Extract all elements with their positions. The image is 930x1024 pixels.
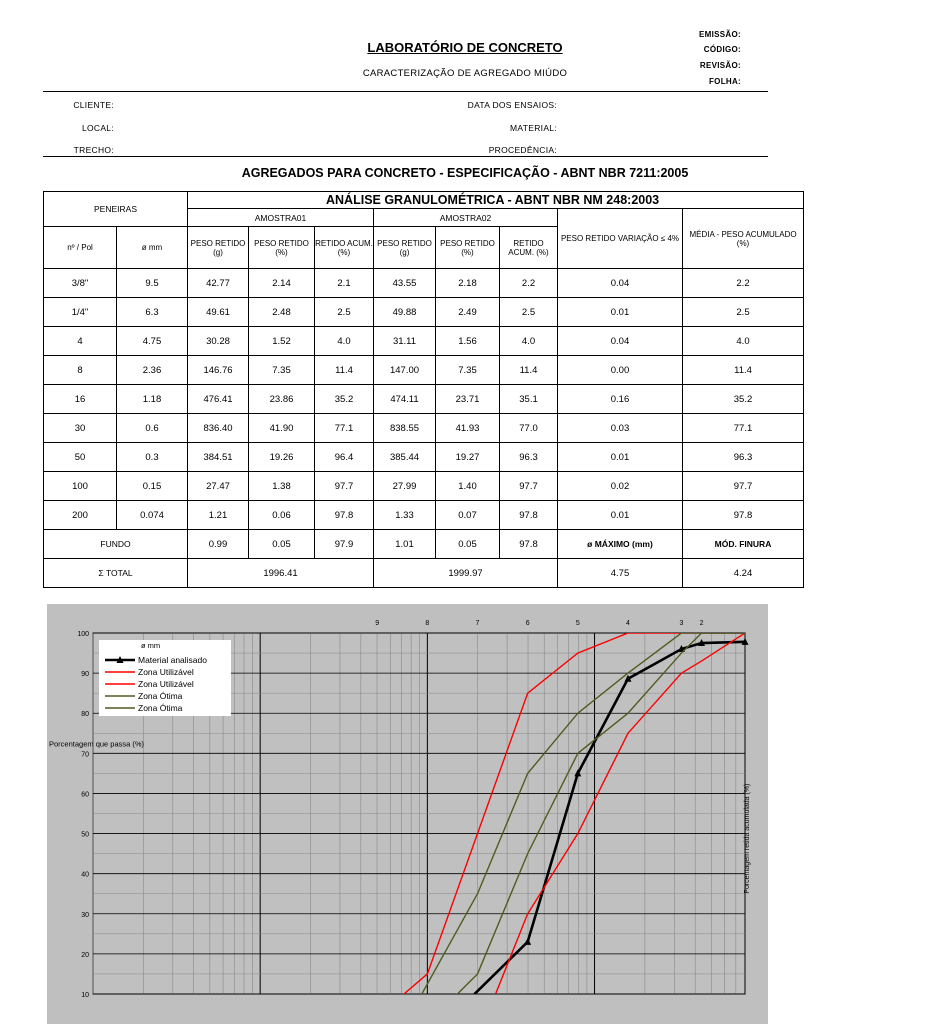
cell-r2: 19.27: [436, 443, 500, 472]
meta-revisao: REVISÃO:: [699, 61, 741, 70]
cell-a2: 11.4: [500, 356, 558, 385]
cell-p1: 1.21: [188, 501, 249, 530]
field-trecho: TRECHO:: [73, 145, 114, 155]
cell-p1: 476.41: [188, 385, 249, 414]
legend-label: Zona Utilizável: [138, 667, 194, 677]
table-row: [44, 472, 804, 501]
legend-label: Zona Ótima: [138, 691, 183, 701]
cell-mm: 0.3: [117, 443, 188, 472]
cell-r1: 23.86: [249, 385, 315, 414]
cell-p2: 49.88: [374, 298, 436, 327]
cell-r2: 7.35: [436, 356, 500, 385]
table-row: [44, 443, 804, 472]
cell-p1: 384.51: [188, 443, 249, 472]
cell-m: 96.3: [683, 443, 804, 472]
cell-p2: 385.44: [374, 443, 436, 472]
top-tick-label: 7: [475, 620, 480, 627]
header-variacao: PESO RETIDO VARIAÇÃO ≤ 4%: [558, 209, 683, 269]
cell-p2: 43.55: [374, 269, 436, 298]
cell-r1: 7.35: [249, 356, 315, 385]
fineness-value: 4.24: [683, 559, 804, 588]
header-acum1: RETIDO ACUM. (%): [315, 227, 374, 269]
field-local: LOCAL:: [81, 123, 114, 133]
cell-a1: 97.8: [315, 501, 374, 530]
y-tick-label: 60: [81, 791, 89, 799]
cell-v: 0.04: [558, 269, 683, 298]
cell-m: 97.8: [683, 501, 804, 530]
cell-m: 4.0: [683, 327, 804, 356]
cell-a2: 2.2: [500, 269, 558, 298]
table-row: [44, 385, 804, 414]
cell-r2: 23.71: [436, 385, 500, 414]
table-row: [44, 414, 804, 443]
header-mm: ø mm: [117, 227, 188, 269]
cell-r1: 1.52: [249, 327, 315, 356]
cell-m: 2.5: [683, 298, 804, 327]
table-row: [44, 327, 804, 356]
cell-p2: 474.11: [374, 385, 436, 414]
granulometry-table: [43, 191, 804, 588]
header-peneiras: PENEIRAS: [44, 192, 188, 227]
cell-r1: 2.14: [249, 269, 315, 298]
field-data: DATA DOS ENSAIOS:: [467, 100, 557, 110]
cell-a2: 2.5: [500, 298, 558, 327]
header-media: MÉDIA - PESO ACUMULADO (%): [683, 209, 804, 269]
cell-a2: 96.3: [500, 443, 558, 472]
cell-m: 77.1: [683, 414, 804, 443]
fineness-label: MÓD. FINURA: [683, 530, 804, 559]
max-diameter-value: 4.75: [558, 559, 683, 588]
fundo-p2: 1.01: [374, 530, 436, 559]
y-tick-label: 30: [81, 911, 89, 919]
header-acum2: RETIDO ACUM. (%): [500, 227, 558, 269]
y-tick-label: 70: [81, 751, 89, 759]
header-analysis: ANÁLISE GRANULOMÉTRICA - ABNT NBR NM 248:2003: [188, 192, 804, 209]
header-amostra1: AMOSTRA01: [188, 209, 374, 227]
cell-p1: 836.40: [188, 414, 249, 443]
fundo-r2: 0.05: [436, 530, 500, 559]
cell-a1: 97.7: [315, 472, 374, 501]
y-tick-label: 10: [81, 992, 89, 999]
cell-r2: 41.93: [436, 414, 500, 443]
cell-n: 100: [44, 472, 117, 501]
cell-r1: 19.26: [249, 443, 315, 472]
cell-mm: 4.75: [117, 327, 188, 356]
cell-n: 1/4": [44, 298, 117, 327]
y-axis-label: Porcentagem que passa (%): [49, 739, 145, 749]
cell-mm: 9.5: [117, 269, 188, 298]
cell-m: 35.2: [683, 385, 804, 414]
cell-v: 0.03: [558, 414, 683, 443]
cell-m: 11.4: [683, 356, 804, 385]
cell-v: 0.01: [558, 501, 683, 530]
cell-r2: 1.40: [436, 472, 500, 501]
header-peso2: PESO RETIDO (g): [374, 227, 436, 269]
cell-mm: 1.18: [117, 385, 188, 414]
table-row: [44, 501, 804, 530]
cell-p2: 838.55: [374, 414, 436, 443]
cell-r2: 2.18: [436, 269, 500, 298]
chart-svg: [47, 604, 768, 1024]
cell-r2: 2.49: [436, 298, 500, 327]
total-amostra1: 1996.41: [188, 559, 374, 588]
cell-a1: 35.2: [315, 385, 374, 414]
fundo-a2: 97.8: [500, 530, 558, 559]
top-tick-label: 9: [375, 620, 380, 627]
header-peso1: PESO RETIDO (g): [188, 227, 249, 269]
cell-p2: 27.99: [374, 472, 436, 501]
granulometric-curve-chart: [47, 604, 768, 1024]
cell-r1: 0.06: [249, 501, 315, 530]
cell-a1: 2.5: [315, 298, 374, 327]
cell-r1: 41.90: [249, 414, 315, 443]
spec-title: AGREGADOS PARA CONCRETO - ESPECIFICAÇÃO - ABNT NBR 7211:2005: [241, 166, 689, 180]
cell-r1: 1.38: [249, 472, 315, 501]
y-tick-label: 80: [81, 711, 89, 719]
meta-emissao: EMISSÃO:: [699, 30, 741, 39]
cell-a1: 96.4: [315, 443, 374, 472]
y-axis-label-right: Porcentagem retida acumulada (%): [744, 783, 751, 894]
cell-n: 8: [44, 356, 117, 385]
cell-r2: 1.56: [436, 327, 500, 356]
fundo-p1: 0.99: [188, 530, 249, 559]
y-tick-label: 50: [81, 831, 89, 839]
header-pct2: PESO RETIDO (%): [436, 227, 500, 269]
cell-p1: 42.77: [188, 269, 249, 298]
total-label: Σ TOTAL: [44, 559, 188, 588]
top-tick-label: 2: [699, 620, 704, 627]
cell-mm: 0.15: [117, 472, 188, 501]
cell-n: 16: [44, 385, 117, 414]
cell-p1: 146.76: [188, 356, 249, 385]
meta-folha: FOLHA:: [708, 77, 741, 86]
cell-p2: 147.00: [374, 356, 436, 385]
cell-a2: 35.1: [500, 385, 558, 414]
cell-a2: 4.0: [500, 327, 558, 356]
field-material: MATERIAL:: [510, 123, 557, 133]
cell-n: 50: [44, 443, 117, 472]
divider-top: [43, 91, 768, 92]
legend-label: Zona Utilizável: [138, 679, 194, 689]
cell-v: 0.01: [558, 298, 683, 327]
fundo-label: FUNDO: [44, 530, 188, 559]
y-tick-label: 20: [81, 951, 89, 959]
cell-m: 97.7: [683, 472, 804, 501]
top-tick-label: 8: [425, 620, 430, 627]
top-tick-label: 5: [575, 620, 580, 627]
divider-bottom: [43, 156, 768, 157]
cell-v: 0.16: [558, 385, 683, 414]
cell-r1: 2.48: [249, 298, 315, 327]
fundo-a1: 97.9: [315, 530, 374, 559]
fundo-r1: 0.05: [249, 530, 315, 559]
cell-r2: 0.07: [436, 501, 500, 530]
cell-mm: 6.3: [117, 298, 188, 327]
cell-n: 30: [44, 414, 117, 443]
page-title: LABORATÓRIO DE CONCRETO: [367, 40, 563, 55]
cell-n: 3/8": [44, 269, 117, 298]
cell-n: 4: [44, 327, 117, 356]
cell-p1: 49.61: [188, 298, 249, 327]
cell-a2: 77.0: [500, 414, 558, 443]
cell-a1: 4.0: [315, 327, 374, 356]
header-amostra2: AMOSTRA02: [374, 209, 558, 227]
cell-p2: 31.11: [374, 327, 436, 356]
cell-p1: 27.47: [188, 472, 249, 501]
total-amostra2: 1999.97: [374, 559, 558, 588]
cell-mm: 0.6: [117, 414, 188, 443]
cell-a2: 97.7: [500, 472, 558, 501]
cell-a2: 97.8: [500, 501, 558, 530]
field-cliente: CLIENTE:: [73, 100, 114, 110]
y-tick-label: 40: [81, 871, 89, 879]
header-pct1: PESO RETIDO (%): [249, 227, 315, 269]
cell-v: 0.02: [558, 472, 683, 501]
cell-p1: 30.28: [188, 327, 249, 356]
top-tick-label: 3: [679, 620, 684, 627]
cell-v: 0.04: [558, 327, 683, 356]
meta-codigo: CÓDIGO:: [703, 45, 741, 54]
max-diameter-label: ø MÁXIMO (mm): [558, 530, 683, 559]
field-procedencia: PROCEDÊNCIA:: [488, 145, 557, 155]
cell-a1: 2.1: [315, 269, 374, 298]
cell-mm: 2.36: [117, 356, 188, 385]
top-tick-label: 4: [626, 620, 630, 627]
cell-a1: 11.4: [315, 356, 374, 385]
table-row: [44, 269, 804, 298]
legend-label: Zona Ótima: [138, 703, 183, 713]
legend-title: ø mm: [141, 641, 161, 650]
legend-label: Material analisado: [138, 655, 207, 665]
y-tick-label: 100: [77, 631, 89, 638]
page-subtitle: CARACTERIZAÇÃO DE AGREGADO MIÚDO: [362, 68, 568, 79]
table-row: [44, 356, 804, 385]
top-tick-label: 6: [525, 620, 530, 627]
cell-v: 0.00: [558, 356, 683, 385]
table-row: [44, 298, 804, 327]
cell-a1: 77.1: [315, 414, 374, 443]
cell-p2: 1.33: [374, 501, 436, 530]
cell-v: 0.01: [558, 443, 683, 472]
cell-n: 200: [44, 501, 117, 530]
cell-mm: 0.074: [117, 501, 188, 530]
cell-m: 2.2: [683, 269, 804, 298]
header-n-pol: nº / Pol: [44, 227, 117, 269]
y-tick-label: 90: [81, 671, 89, 679]
